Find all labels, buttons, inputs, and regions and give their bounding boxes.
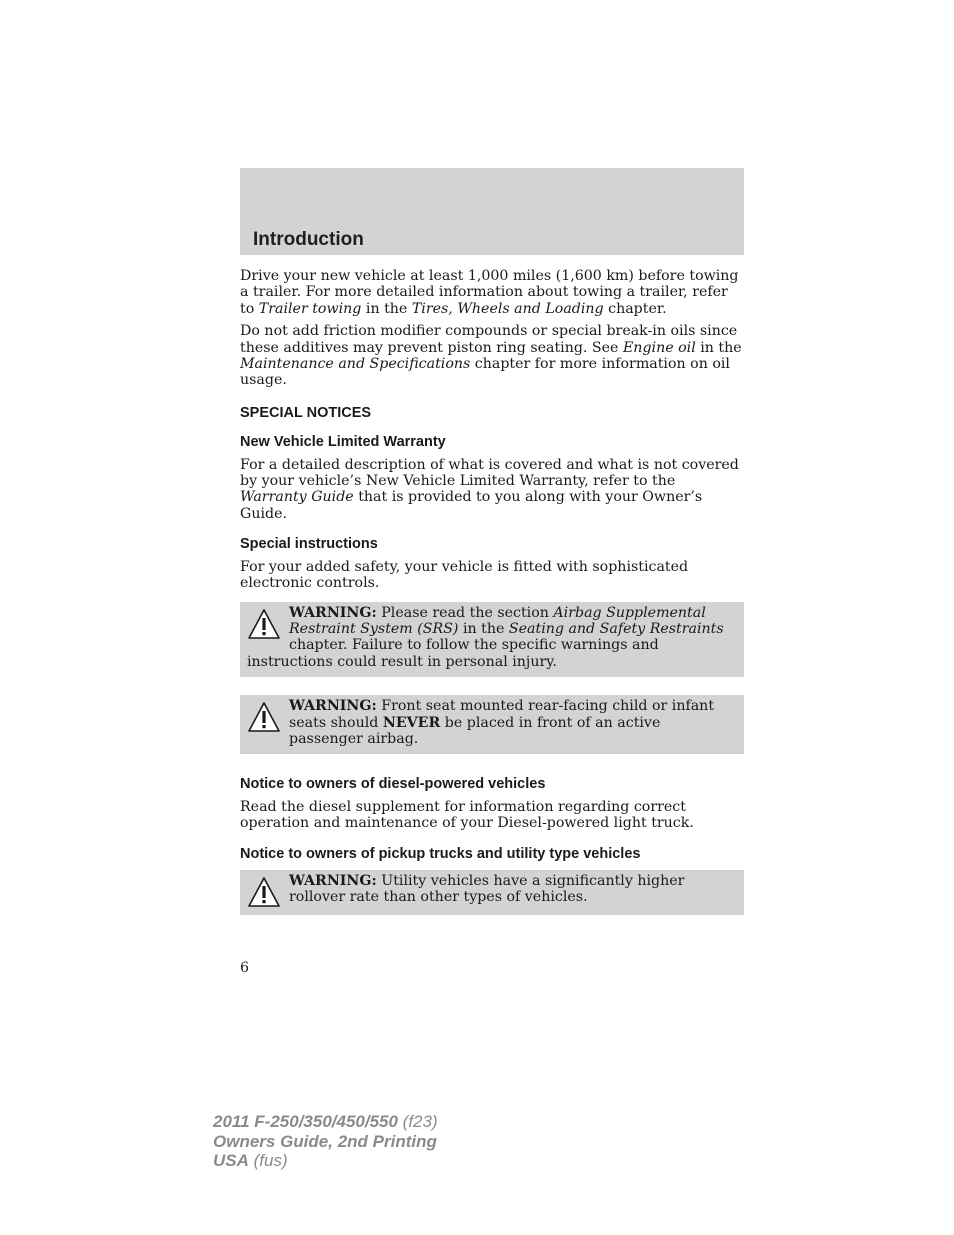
special-instructions-heading: Special instructions [240, 536, 378, 553]
special-instructions-paragraph: For your added safety, your vehicle is fitted with sophisticated electronic controls. [240, 558, 689, 592]
emphasis-never: NEVER [382, 714, 441, 731]
warning-triangle-icon [247, 701, 281, 733]
footer-line-edition: Owners Guide, 2nd Printing [213, 1131, 437, 1151]
chapter-title: Introduction [253, 229, 364, 250]
warning-triangle-icon [247, 608, 281, 640]
page-content [240, 268, 744, 915]
special-notices-heading: SPECIAL NOTICES [240, 404, 372, 421]
footer-line-model: 2011 F-250/350/450/550 (f23) [213, 1112, 438, 1131]
xref-warranty-guide: Warranty Guide [240, 489, 354, 506]
warranty-paragraph: For a detailed description of what is covered and what is not covered by your vehicle’s New Vehicle Limited Warranty, refer to the Warranty Guide that is provided to you along with your Owner’s Guide. [240, 456, 739, 522]
warranty-heading: New Vehicle Limited Warranty [240, 434, 446, 451]
page-number: 6 [240, 960, 250, 976]
xref-seating-chapter: Seating and Safety Restraints [508, 620, 724, 637]
diesel-heading: Notice to owners of diesel-powered vehicles [240, 776, 546, 793]
diesel-paragraph: Read the diesel supplement for information regarding correct operation and maintenance of your Diesel-powered light truck. [240, 798, 694, 832]
warning-box-airbag: WARNING: Please read the section Airbag Supplemental Restraint System (SRS) in the Seating and Safety Restraints chapter. Failure to follow the specific warnings and instructions could result in personal injury. [240, 602, 744, 678]
warning-triangle-icon [247, 876, 281, 908]
xref-engine-oil: Engine oil [622, 339, 696, 356]
warning-label: WARNING: [289, 872, 377, 889]
warning-box-child-seat: WARNING: Front seat mounted rear-facing child or infant seats should NEVER be placed in front of an active passenger airbag. [240, 695, 744, 754]
footer-line-market: USA (fus) [213, 1151, 288, 1170]
warning-box-rollover: WARNING: Utility vehicles have a significantly higher rollover rate than other types of vehicles. [240, 870, 744, 915]
warning-label: WARNING: [289, 698, 377, 715]
intro-paragraph-oil: Do not add friction modifier compounds or special break-in oils since these additives may prevent piston ring seating. See Engine oil in the Maintenance and Specifications chapter for more information on oil usage. [240, 323, 742, 389]
xref-tires-chapter: Tires, Wheels and Loading [411, 300, 604, 317]
xref-airbag-srs: Airbag Supplemental Restraint System (SRS) [289, 604, 706, 637]
chapter-header [240, 168, 744, 255]
xref-trailer-towing: Trailer towing [258, 300, 362, 317]
document-footer [213, 1112, 438, 1171]
warning-label: WARNING: [289, 604, 377, 621]
pickup-heading: Notice to owners of pickup trucks and utility type vehicles [240, 845, 641, 862]
intro-paragraph-towing: Drive your new vehicle at least 1,000 miles (1,600 km) before towing a trailer. For more detailed information about towing a trailer, refer to Trailer towing in the Tires, Wheels and Loading chapter. [240, 268, 739, 317]
xref-maintenance-chapter: Maintenance and Specifications [240, 356, 471, 373]
